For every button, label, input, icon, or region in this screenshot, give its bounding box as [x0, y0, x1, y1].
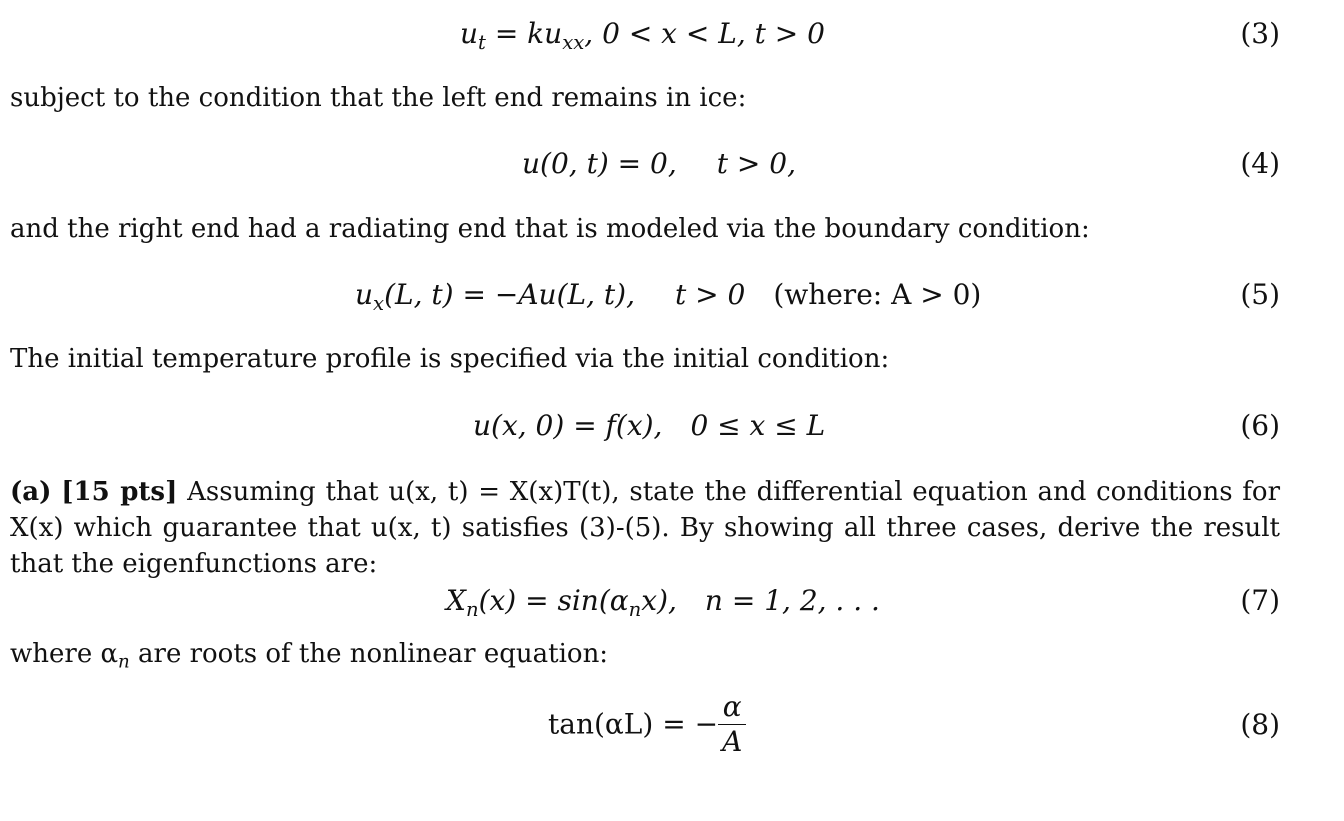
equation-3-number: (3): [1240, 17, 1280, 50]
part-a-points: [15 pts]: [61, 477, 178, 507]
equation-8-fraction: $\frac{\alpha}{A}$: [718, 690, 746, 759]
equation-8-expression: tan(αL) = − $\frac{\alpha}{A}$: [548, 690, 746, 759]
text-initial-profile: The initial temperature profile is specified via the initial condition:: [10, 344, 890, 374]
part-a-label: (a): [10, 477, 52, 507]
equation-4: [0, 144, 1344, 184]
text-roots-nonlinear: where $\alpha_n$ are roots of the nonlinear equation:: [10, 639, 609, 673]
equation-8: [0, 690, 1344, 760]
part-a-paragraph: [10, 474, 1280, 582]
equation-5-expression: $u_x(L$, t) = −Au(L, t), t > 0 (where: A > 0): [355, 278, 982, 315]
equation-5-number: (5): [1240, 278, 1280, 311]
equation-7-number: (7): [1240, 584, 1280, 617]
text-left-end-condition: subject to the condition that the left end remains in ice:: [10, 83, 747, 113]
equation-3-expression: $u_t = ku_{xx}$, 0 < x < L, t > 0: [460, 17, 825, 54]
part-a-text: Assuming that u(x, t) = X(x)T(t), state the differential equation and conditions for X(x) which guarantee that u(x, t) satisfies (3)-(5). By showing all three cases, derive the result that the eigenfunctions are:: [10, 477, 1281, 579]
equation-4-expression: u(0, t) = 0, t > 0,: [522, 147, 796, 180]
equation-7: [0, 581, 1344, 621]
equation-6: [0, 406, 1344, 446]
equation-3: [0, 14, 1344, 54]
equation-6-number: (6): [1240, 409, 1280, 442]
equation-4-number: (4): [1240, 147, 1280, 180]
equation-6-expression: u(x, 0) = f(x), 0 ≤ x ≤ L: [473, 409, 826, 442]
equation-8-number: (8): [1240, 708, 1280, 741]
equation-5: [0, 275, 1344, 315]
equation-7-expression: $X_n(x) = \sin(\alpha_nx)$, n = 1, 2, . . .: [446, 584, 880, 621]
text-right-end-condition: and the right end had a radiating end that is modeled via the boundary condition:: [10, 214, 1090, 244]
